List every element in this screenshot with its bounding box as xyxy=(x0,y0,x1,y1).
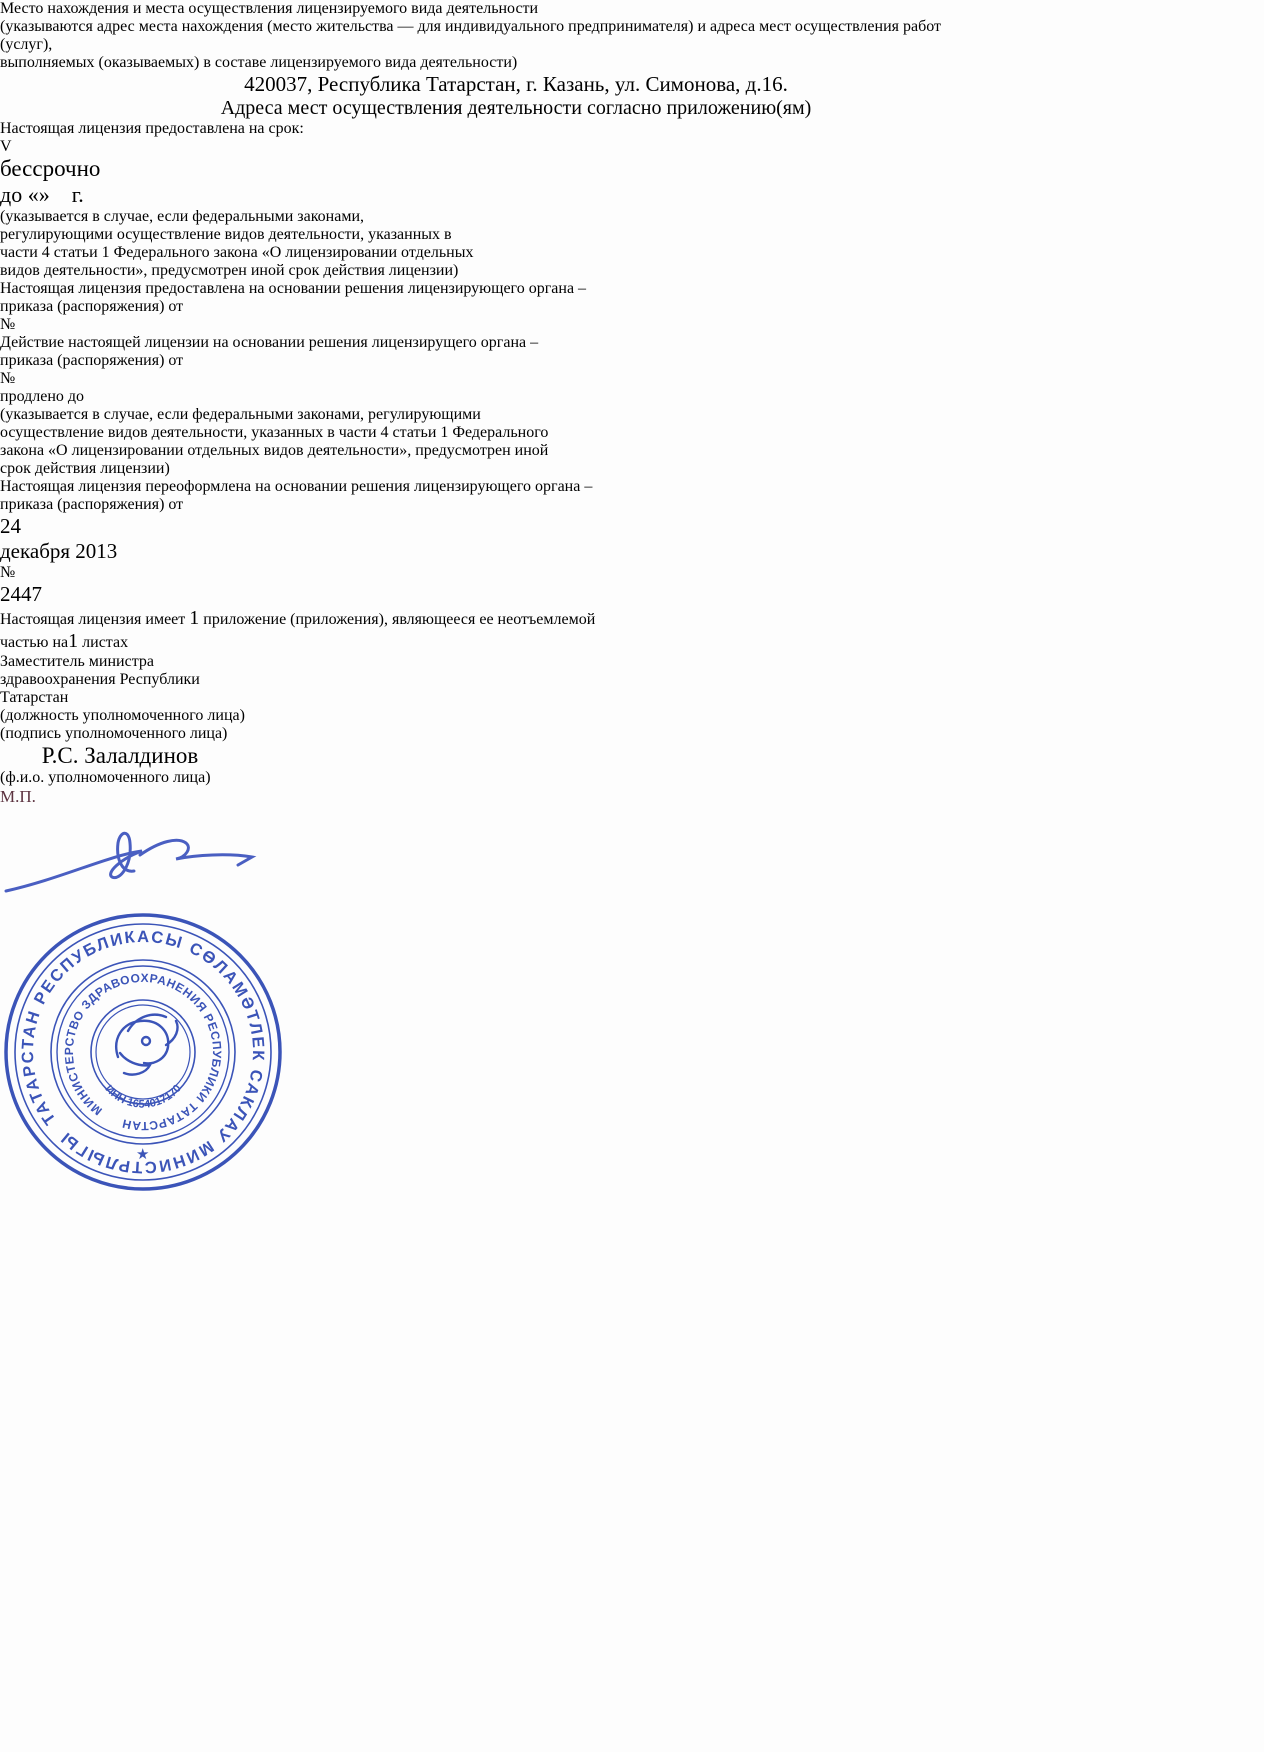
section-title-note-line2: выполняемых (оказываемых) в составе лицензируемого вида деятельности) xyxy=(0,54,518,71)
sheets-suffix: листах xyxy=(82,634,129,651)
reissued-order-label: приказа (распоряжения) от xyxy=(0,496,184,513)
signature-caption: (подпись уполномоченного лица) xyxy=(0,725,228,742)
reissued-line: Настоящая лицензия переоформлена на основании решения лицензирующего органа – xyxy=(0,478,593,495)
perpetual-checkmark: V xyxy=(0,138,12,155)
prolonged-label: продлено до xyxy=(0,388,85,405)
stamp-inn-text: ИНН 1654017170 xyxy=(102,1082,184,1111)
license-address-appendix: Адреса мест осуществления деятельности согласно приложению(ям) xyxy=(220,97,812,119)
seal-place-mark: М.П. xyxy=(0,787,36,806)
reissued-date-month-year: декабря 2013 xyxy=(0,539,118,563)
section-title-note-line1: (указываются адрес места нахождения (место жительства — для индивидуального предпринимателя) и адреса мест осуществления работ (услуг), xyxy=(0,18,942,53)
granted-line: Настоящая лицензия предоставлена на основании решения лицензирующего органа – xyxy=(0,280,587,297)
sheets-prefix: частью на xyxy=(0,634,69,651)
action-number-sign: № xyxy=(0,370,16,387)
attachments-suffix: приложение (приложения), являющееся ее неотъемлемой xyxy=(203,611,596,628)
signer-position-line2: здравоохранения Республики xyxy=(0,671,200,688)
granted-order-label: приказа (распоряжения) от xyxy=(0,298,184,315)
signer-position-line1: Заместитель министра xyxy=(0,653,154,670)
until-close-quote: » xyxy=(38,182,50,207)
lace-edge-decoration xyxy=(44,30,1188,1694)
license-address: 420037, Республика Татарстан, г. Казань, ул. Симонова, д.16. xyxy=(244,72,788,96)
reissued-date-day: 24 xyxy=(0,514,21,538)
prolonged-note: (указывается в случае, если федеральными законами, регулирующими осуществление видов деятельности, указанных в части 4 статьи 1 Федерального закона «О лицензировании отдельных видов деятельности», предусмотрен иной срок действия лицензии) xyxy=(0,406,549,477)
action-line: Действие настоящей лицензии на основании решения лицензирущего органа – xyxy=(0,334,539,351)
position-caption: (должность уполномоченного лица) xyxy=(0,707,245,724)
until-note: (указывается в случае, если федеральными законами, регулирующими осуществление видов деятельности, указанных в части 4 статьи 1 Федерального закона «О лицензировании отдельных видов деятельности», предусмотрен иной срок действия лицензии) xyxy=(0,208,474,279)
signer-name: Р.С. Залалдинов xyxy=(41,743,199,768)
until-year-suffix: г. xyxy=(71,182,84,207)
stamp-star: ★ xyxy=(136,1147,150,1163)
signer-position-line3: Татарстан xyxy=(0,689,69,706)
action-order-label: приказа (распоряжения) от xyxy=(0,352,184,369)
name-caption: (ф.и.о. уполномоченного лица) xyxy=(0,769,211,786)
reissued-number-sign: № xyxy=(0,564,16,581)
attachments-prefix: Настоящая лицензия имеет xyxy=(0,611,186,628)
term-label: Настоящая лицензия предоставлена на срок: xyxy=(0,120,304,137)
reissued-number-value: 2447 xyxy=(0,582,42,606)
perpetual-label: бессрочно xyxy=(0,156,101,181)
until-prefix: до « xyxy=(0,182,39,207)
stamp-inner-text: МИНИСТЕРСТВО ЗДРАВООХРАНЕНИЯ РЕСПУБЛИКИ ТАТАРСТАН xyxy=(61,970,225,1134)
sheets-count: 1 xyxy=(68,630,79,652)
section-title-location: Место нахождения и места осуществления лицензируемого вида деятельности xyxy=(0,0,539,17)
stamp-outer-text: ТАТАРСТАН РЕСПУБЛИКАСЫ СӨЛАМӘТЛЕК САКЛАУ МИНИСТРЛЫГЫ xyxy=(18,927,268,1177)
attachments-count: 1 xyxy=(189,607,200,629)
granted-number-sign: № xyxy=(0,316,16,333)
